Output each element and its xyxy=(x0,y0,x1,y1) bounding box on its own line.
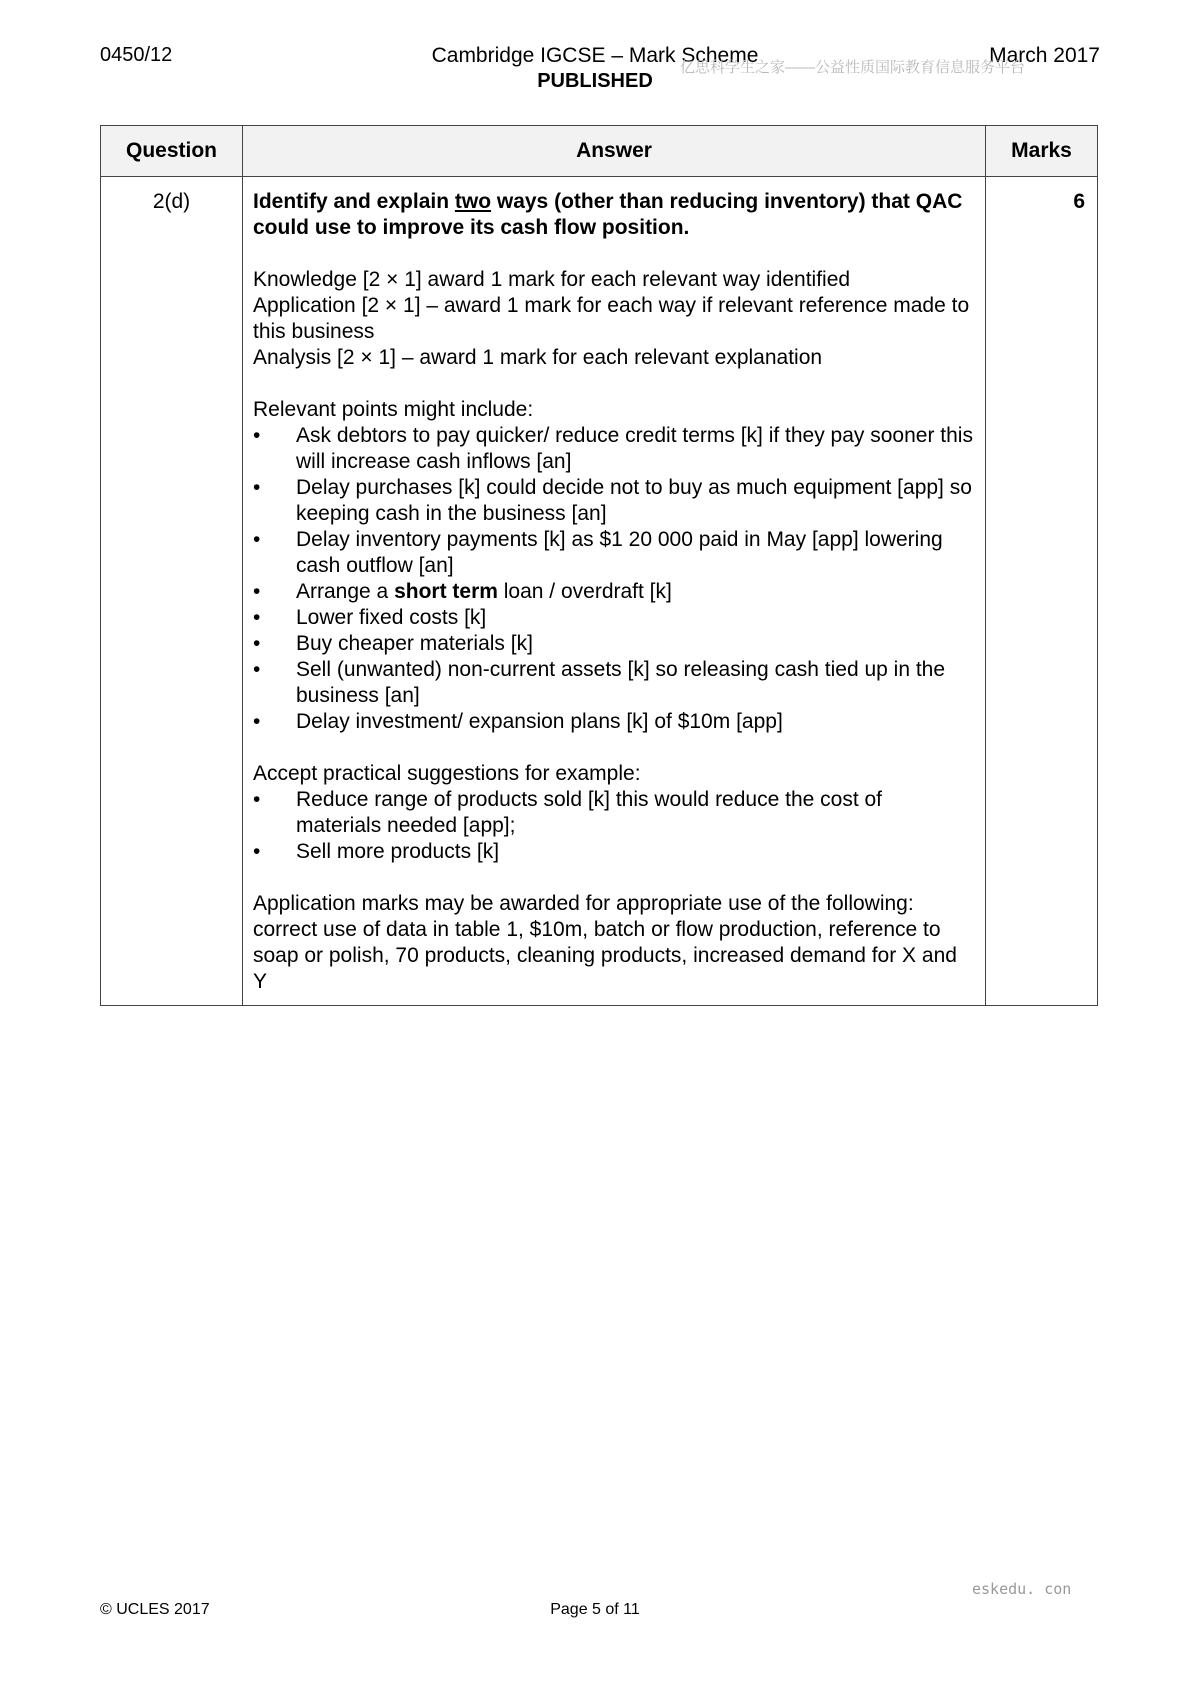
practical-suggestions xyxy=(253,761,973,865)
document-title: Cambridge IGCSE – Mark Scheme xyxy=(431,44,759,67)
document-date: March 2017 xyxy=(989,44,1100,67)
list-item: • Buy cheaper materials [k] xyxy=(253,631,973,657)
prompt-end: ways (other than reducing inventory) that QAC could use to improve its cash flow position. xyxy=(253,190,963,239)
marks-column-header: Marks xyxy=(986,126,1098,177)
list-item: • Reduce range of products sold [k] this would reduce the cost of materials needed [app]; xyxy=(253,787,973,839)
points-intro: Relevant points might include: xyxy=(253,398,534,421)
point-text: Arrange a xyxy=(296,580,395,603)
table-header-row xyxy=(101,126,1098,177)
marking-criteria xyxy=(253,267,973,371)
practical-intro: Accept practical suggestions for example: xyxy=(253,762,641,785)
question-prompt xyxy=(253,189,973,241)
criteria-knowledge: Knowledge [2 × 1] award 1 mark for each relevant way identified xyxy=(253,268,851,291)
points-list xyxy=(253,423,973,735)
relevant-points xyxy=(253,397,973,735)
list-item: • Lower fixed costs [k] xyxy=(253,605,973,631)
application-note: Application marks may be awarded for appropriate use of the following: correct use of data in table 1, $10m, batch or flow production, reference to soap or polish, 70 products, cleaning products, increased demand for X and Y xyxy=(253,892,957,993)
page-number: Page 5 of 11 xyxy=(550,1601,640,1618)
site-watermark: eskedu. con xyxy=(972,1580,1072,1598)
list-item: • Sell more products [k] xyxy=(253,839,973,865)
list-item: • Delay purchases [k] could decide not to buy as much equipment [app] so keeping cash in the business [an] xyxy=(253,475,973,527)
prompt-emphasis: two xyxy=(454,190,492,213)
point-text: loan / overdraft [k] xyxy=(497,580,672,603)
criteria-application: Application [2 × 1] – award 1 mark for each way if relevant reference made to this business xyxy=(253,294,970,343)
answer-column-header: Answer xyxy=(243,126,986,177)
question-number: 2(d) xyxy=(101,177,243,1006)
watermark-text: 亿思科学生之家——公益性质国际教育信息服务平台 xyxy=(680,59,1026,76)
answer-cell xyxy=(243,177,986,1006)
document-code: 0450/12 xyxy=(100,44,173,66)
point-emphasis: short term xyxy=(394,580,498,603)
list-item: • Sell (unwanted) non-current assets [k] so releasing cash tied up in the business [an] xyxy=(253,657,973,709)
practical-list xyxy=(253,787,973,865)
marks-value: 6 xyxy=(986,177,1098,1006)
document-status: PUBLISHED xyxy=(537,70,653,92)
copyright: © UCLES 2017 xyxy=(100,1601,210,1618)
list-item xyxy=(253,579,973,605)
prompt-start: Identify and explain xyxy=(253,190,455,213)
list-item: • Delay investment/ expansion plans [k] of $10m [app] xyxy=(253,709,973,735)
mark-scheme-table xyxy=(100,125,1098,1006)
table-row xyxy=(101,177,1098,1006)
question-column-header: Question xyxy=(101,126,243,177)
list-item: • Ask debtors to pay quicker/ reduce credit terms [k] if they pay sooner this will increase cash inflows [an] xyxy=(253,423,973,475)
list-item: • Delay inventory payments [k] as $1 20 000 paid in May [app] lowering cash outflow [an] xyxy=(253,527,973,579)
criteria-analysis: Analysis [2 × 1] – award 1 mark for each relevant explanation xyxy=(253,346,823,369)
